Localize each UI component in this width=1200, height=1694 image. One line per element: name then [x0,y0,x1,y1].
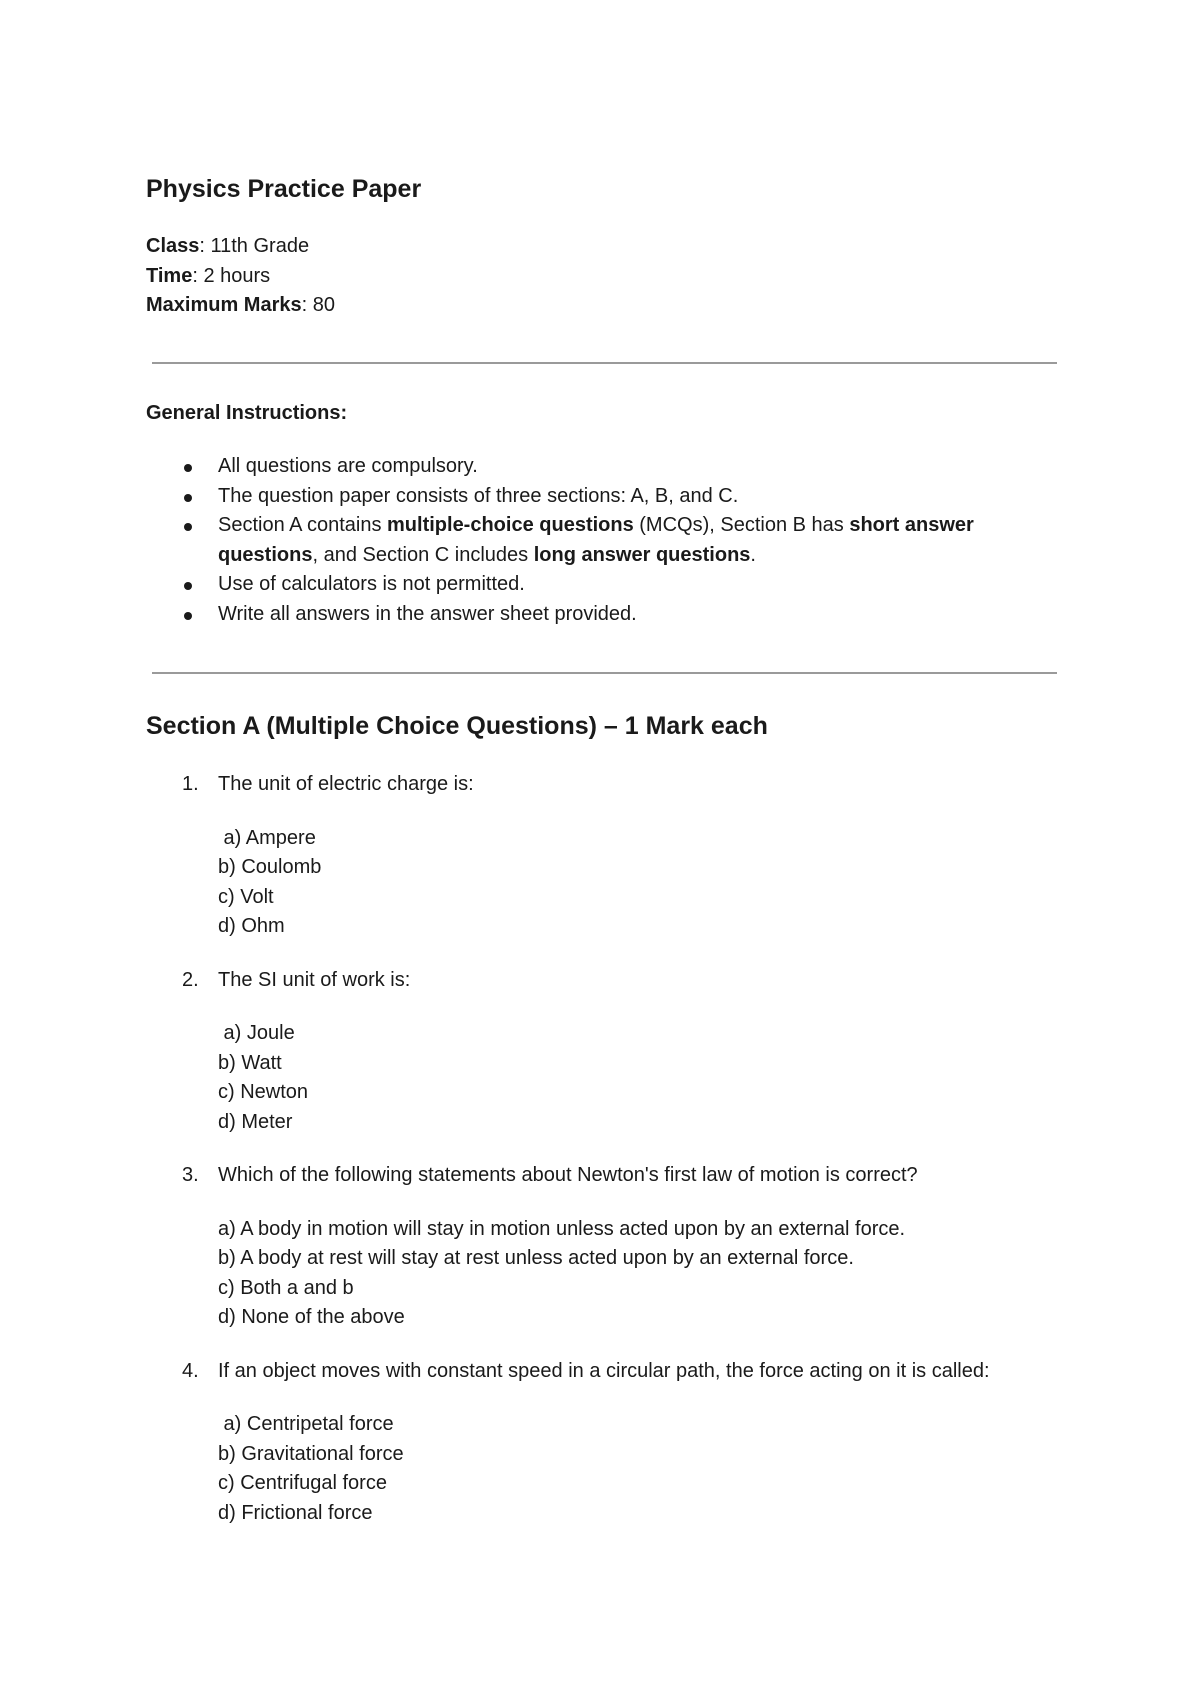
question-number: 4. [182,1359,199,1382]
meta-class [146,232,335,262]
option-text: a) Centripetal force [218,1413,394,1435]
instruction-item: Write all answers in the answer sheet provided. [146,600,1046,630]
instruction-text: (MCQs), Section B has [633,514,850,536]
answer-option: a) A body in motion will stay in motion unless acted upon by an external force. [218,1217,906,1240]
horizontal-divider [152,362,1057,364]
instruction-item: The question paper consists of three sections: A, B, and C. [146,482,1046,512]
question-item [146,770,1046,942]
answer-options [218,1215,1046,1333]
answer-option [218,824,1046,854]
question-number: 1. [182,773,199,795]
question-text: The SI unit of work is: [218,968,411,991]
instruction-bold: long answer questions [533,543,751,566]
answer-option: d) None of the above [218,1306,405,1328]
question-list [146,770,1046,1552]
answer-options [218,824,1046,942]
meta-value: : 11th Grade [199,235,310,257]
instruction-text: Section A contains [218,514,388,536]
meta-marks [146,291,335,321]
answer-option: d) Ohm [218,915,285,937]
paper-title: Physics Practice Paper [146,175,422,203]
answer-option [218,1019,1046,1049]
instruction-item [146,511,1046,570]
answer-option: c) Both a and b [218,1276,354,1299]
question-item [146,1357,1046,1529]
answer-options [218,1019,1046,1137]
instruction-item: Use of calculators is not permitted. [146,570,1046,600]
answer-option: c) Newton [218,1081,309,1103]
instruction-bold: short answer questions [218,514,974,566]
meta-value: : 80 [301,294,335,316]
answer-option: b) Coulomb [218,856,322,878]
meta-value: : 2 hours [192,264,271,287]
meta-label: Maximum Marks [146,294,302,316]
answer-option: b) A body at rest will stay at rest unless acted upon by an external force. [218,1247,854,1269]
question-item [146,1161,1046,1333]
instruction-text: . [750,543,756,566]
question-text: The unit of electric charge is: [218,773,474,795]
answer-option: c) Volt [218,885,274,908]
instruction-text: , and Section C includes [312,543,534,566]
paper-meta [146,232,335,321]
instructions-heading: General Instructions: [146,402,348,424]
question-text: Which of the following statements about Newton's first law of motion is correct? [218,1164,918,1186]
question-item [146,966,1046,1138]
instruction-bold: multiple-choice questions [387,514,634,536]
instruction-item: All questions are compulsory. [146,452,1046,482]
question-text: If an object moves with constant speed in a circular path, the force acting on it is called: [218,1359,990,1382]
meta-time [146,262,335,292]
question-number: 3. [182,1164,199,1186]
answer-option: d) Meter [218,1110,293,1133]
answer-option [218,1410,1046,1440]
answer-option: b) Watt [218,1051,282,1074]
horizontal-divider [152,672,1057,674]
section-a-title: Section A (Multiple Choice Questions) – 1 Mark each [146,712,768,740]
question-number: 2. [182,968,199,991]
meta-label: Class [146,235,200,257]
answer-option: c) Centrifugal force [218,1472,387,1494]
option-text: a) Joule [218,1022,295,1044]
answer-option: d) Frictional force [218,1501,373,1524]
instructions-list [146,452,1046,629]
meta-label: Time [146,264,193,287]
option-text: a) Ampere [218,826,316,849]
answer-option: b) Gravitational force [218,1442,404,1465]
answer-options [218,1410,1046,1528]
